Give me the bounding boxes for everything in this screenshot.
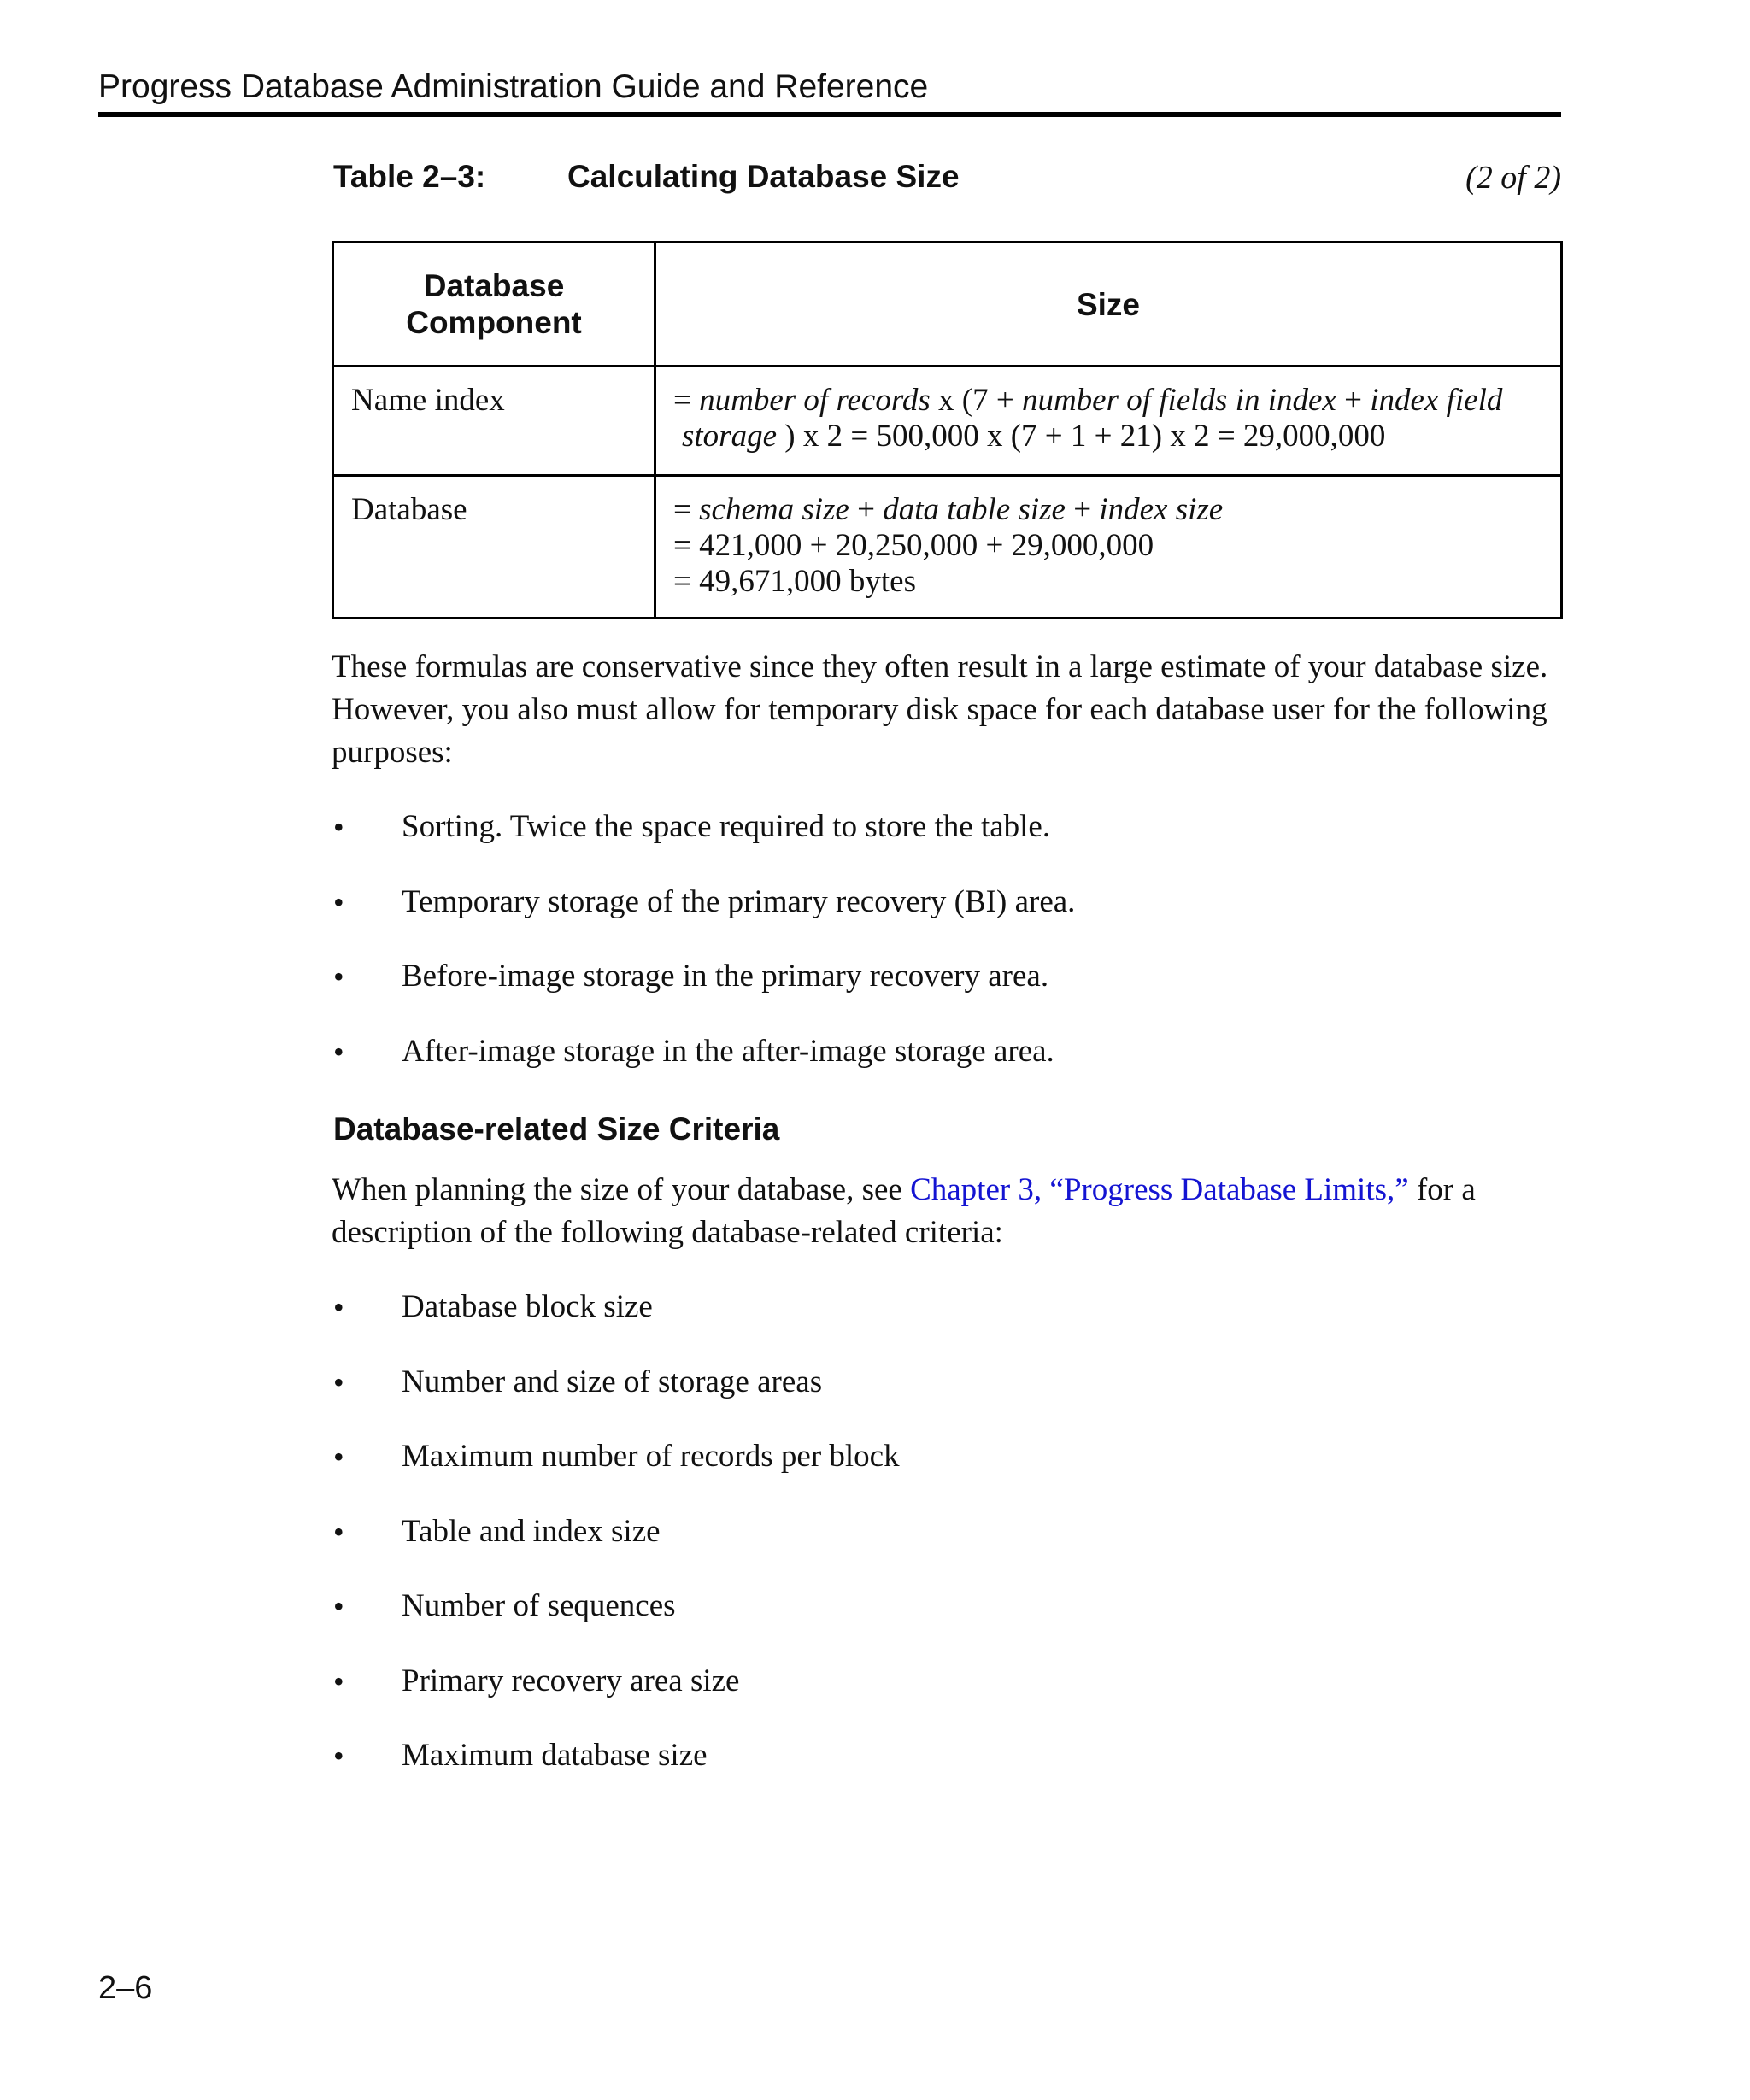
header-rule — [98, 112, 1561, 117]
bullet-icon: • — [333, 959, 344, 994]
column-header-component-line2: Component — [406, 305, 582, 340]
bullet-icon: • — [333, 884, 344, 919]
list-item-text: Database block size — [402, 1289, 653, 1324]
bullet-icon: • — [333, 1739, 344, 1773]
list-item-text: Temporary storage of the primary recovery (BI) area. — [402, 883, 1076, 919]
list-item-text: After-image storage in the after-image storage area. — [402, 1033, 1054, 1069]
table-caption — [333, 159, 1561, 205]
page-number: 2–6 — [98, 1970, 153, 2006]
list-item — [332, 955, 1528, 1030]
database-size-table — [332, 241, 1563, 619]
list-item-text: Primary recovery area size — [402, 1663, 740, 1698]
paragraph-line: These formulas are conservative since they often result in a large estimate of your database size. — [332, 649, 1548, 684]
list-item — [332, 1585, 1528, 1660]
list-item-text: Number of sequences — [402, 1588, 676, 1623]
formula-line: storage ) x 2 = 500,000 x (7 + 1 + 21) x 2 = 29,000,000 — [682, 419, 1386, 454]
paragraph-line: purposes: — [332, 735, 453, 770]
list-item — [332, 1286, 1528, 1361]
bullet-icon: • — [333, 1589, 344, 1623]
cell-size — [655, 476, 1562, 619]
column-header-component — [333, 243, 655, 367]
section-heading: Database-related Size Criteria — [333, 1112, 780, 1147]
list-item-text: Table and index size — [402, 1513, 661, 1549]
list-item — [332, 881, 1528, 956]
formula-line: = 421,000 + 20,250,000 + 29,000,000 — [673, 528, 1154, 563]
paragraph-line: When planning the size of your database, see Chapter 3, “Progress Database Limits,” for a — [332, 1172, 1476, 1207]
bullet-icon: • — [333, 1514, 344, 1549]
formula-line: = schema size + data table size + index size — [673, 492, 1224, 527]
bullet-icon: • — [333, 810, 344, 844]
table-row — [333, 476, 1562, 619]
bullet-icon: • — [333, 1663, 344, 1698]
list-item-text: Maximum database size — [402, 1738, 708, 1773]
bullet-icon: • — [333, 1290, 344, 1324]
intro-paragraph — [332, 646, 1566, 774]
table-number: Table 2–3: — [333, 159, 486, 194]
list-item-text: Sorting. Twice the space required to store the table. — [402, 809, 1051, 844]
list-item — [332, 1361, 1528, 1436]
column-header-size: Size — [655, 243, 1562, 367]
criteria-intro-paragraph — [332, 1169, 1566, 1254]
criteria-list — [332, 1286, 1528, 1810]
list-item — [332, 1510, 1528, 1586]
list-item — [332, 1734, 1528, 1810]
bullet-icon: • — [333, 1440, 344, 1474]
table-header-row — [333, 243, 1562, 367]
chapter-link[interactable]: Chapter 3, “Progress Database Limits,” — [910, 1172, 1409, 1207]
list-item-text: Before-image storage in the primary recovery area. — [402, 959, 1049, 994]
list-item — [332, 1660, 1528, 1735]
purposes-list — [332, 806, 1528, 1105]
table-title: Calculating Database Size — [567, 159, 960, 194]
formula-line: = number of records x (7 + number of fields in index + index field — [673, 383, 1503, 418]
list-item — [332, 1435, 1528, 1510]
table-row — [333, 367, 1562, 476]
running-header: Progress Database Administration Guide and Reference — [98, 68, 929, 105]
paragraph-line: However, you also must allow for temporary disk space for each database user for the following — [332, 692, 1547, 727]
cell-size — [655, 367, 1562, 476]
list-item — [332, 806, 1528, 881]
bullet-icon: • — [333, 1034, 344, 1069]
list-item — [332, 1030, 1528, 1106]
cell-component: Database — [333, 476, 655, 619]
column-header-component-line1: Database — [423, 268, 565, 303]
bullet-icon: • — [333, 1364, 344, 1399]
table-part-indicator: (2 of 2) — [1465, 160, 1561, 196]
list-item-text: Number and size of storage areas — [402, 1364, 823, 1399]
paragraph-line: description of the following database-related criteria: — [332, 1215, 1003, 1250]
formula-line: = 49,671,000 bytes — [673, 564, 916, 599]
cell-component: Name index — [333, 367, 655, 476]
list-item-text: Maximum number of records per block — [402, 1439, 900, 1474]
